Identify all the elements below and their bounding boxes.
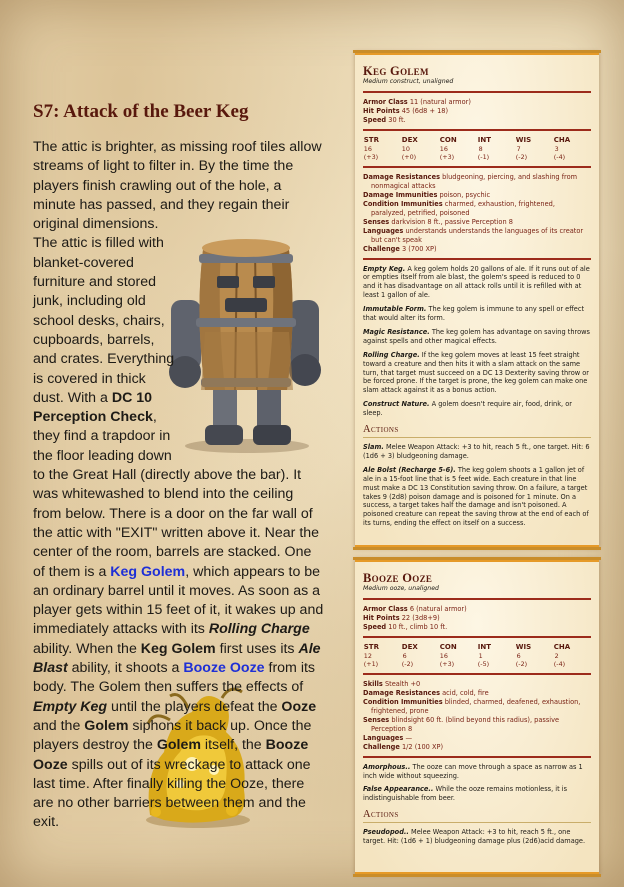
trait-rolling-charge: Rolling Charge. If the keg golem moves at least 15 feet straight toward a creature and then hits it with a slam attack on the same turn, that target must succeed on a DC 13 Dexterity saving throw or be forced prone. If the target is prone, the keg golem can make one slam attack against it as a bonus action.: [363, 350, 590, 395]
text-segment: ability, it shoots a: [67, 660, 184, 677]
statblock-name: Keg Golem: [363, 64, 429, 78]
action-ale-blast: Ale Bolst (Recharge 5-6). The keg golem shoots a 1 gallon jet of ale in a 15-foot line that is 5 feet wide. Each creature in that line must make a DC 13 Constitution saving throw. On a failure, a target takes 9 (2d8) poison damage and is poisoned for 1 minute. On a success, a target takes half the damage and isn't poisoned. A poisoned creature can repeat the saving throw at the end of each of its turns, ending the effect on itself on a success.: [363, 465, 589, 528]
hit-points: Hit Points 22 (3d8+9): [363, 613, 440, 622]
booze-ooze-statblock: [355, 559, 599, 875]
text-segment: ability. When the: [33, 640, 141, 657]
divider: [363, 598, 591, 600]
ability-wis: WIS 7 (-2): [515, 135, 532, 162]
ability-str: STR 16 (+3): [363, 135, 379, 162]
actions-heading: Actions: [363, 424, 399, 436]
statblock-name: Booze Ooze: [363, 571, 433, 585]
divider: [363, 673, 591, 675]
attic-description: [33, 138, 325, 833]
ability-scores: [363, 136, 591, 163]
trait-false-appearance: False Appearance.. While the ooze remains motionless, it is indistinguishable from beer.: [363, 785, 568, 803]
text-segment: first uses its: [215, 640, 299, 657]
ability-dex: DEX 10 (+0): [401, 135, 418, 162]
skills: Skills Stealth +0: [363, 680, 421, 689]
perception-check: DC 10 Perception Check: [33, 389, 153, 426]
text-segment: itself, the: [200, 737, 266, 754]
divider: [363, 129, 591, 131]
trait-immutable-form: Immutable Form. The keg golem is immune to any spell or effect that would alter its form.: [363, 305, 585, 323]
damage-resistances: Damage Resistances acid, cold, fire: [363, 689, 489, 698]
text-segment: siphons it back up. Once the players destroy the: [33, 717, 312, 754]
text-segment: , they find a trapdoor in the floor leading down to the Great Hall (directly above the bar). It was whitewashed to blend into the ceiling from below. There is a door on the far wall of the attic with "EXIT" written above it. Near the center of the room, barrels are stacked. One of them is a: [33, 409, 320, 580]
languages: Languages understands understands the languages of its creator but can't speak: [363, 226, 584, 244]
languages: Languages —: [363, 733, 413, 742]
ability-con: CON 16 (+3): [439, 135, 457, 162]
ability-dex: DEX 6 (-2): [401, 642, 418, 669]
booze-ooze-link[interactable]: Booze Ooze: [183, 660, 265, 677]
trait-empty-keg: Empty Keg. A keg golem holds 20 gallons of ale. If it runs out of ale or empties itself from ale blast, the golem's speed is reduced to 0 and it has disadvantage on all attack rolls until it is refilled with at least 1 gallon of ale.: [363, 264, 590, 300]
section-title: S7: Attack of the Beer Keg: [33, 101, 249, 122]
condition-immunities: Condition Immunities blinded, charmed, deafened, exhaustion, frightened, prone: [363, 698, 581, 716]
golem-ref: Golem: [84, 717, 129, 734]
divider: [363, 258, 591, 260]
challenge: Challenge 1/2 (100 XP): [363, 742, 444, 751]
trait-magic-resistance: Magic Resistance. The keg golem has advantage on saving throws against spells and other magical effects.: [363, 327, 590, 345]
ability-wis: WIS 6 (-2): [515, 642, 532, 669]
senses: Senses darkvision 8 ft., passive Perception 8: [363, 217, 513, 226]
divider: [363, 91, 591, 93]
text-segment: and the: [33, 717, 85, 734]
keg-golem-link[interactable]: Keg Golem: [110, 563, 186, 580]
damage-immunities: Damage Immunities poison, psychic: [363, 191, 491, 200]
ale-blast-ref: Ale Blast: [33, 640, 321, 677]
ability-int: INT 8 (-1): [477, 135, 492, 162]
ability-cha: CHA 2 (-4): [553, 642, 571, 669]
actions-heading: Actions: [363, 809, 399, 821]
divider: [363, 822, 591, 823]
text-segment: from its body. The Golem then suffers the effects of: [33, 660, 316, 696]
statblock-type: Medium construct, unaligned: [363, 78, 454, 85]
speed: Speed 10 ft., climb 10 ft.: [363, 622, 448, 631]
ability-scores: [363, 643, 591, 670]
divider: [363, 756, 591, 758]
trait-construct-nature: Construct Nature. A golem doesn't require air, food, drink, or sleep.: [363, 400, 572, 418]
text-segment: The attic is filled with blanket-covered furniture and stored junk, including old school desks, chairs, cupboards, barrels, and crates. Everything is covered in thick dust. With a: [33, 235, 175, 406]
speed: Speed 30 ft.: [363, 115, 406, 124]
keg-golem-ref: Keg Golem: [140, 640, 216, 657]
text-segment: spills out of its wreckage to attack one last time. After finally killing the Ooze, there are no other barriers between them and the exit.: [33, 756, 311, 831]
paragraph-attic-contents: [33, 234, 325, 832]
ability-str: STR 12 (+1): [363, 642, 379, 669]
statblock-type: Medium ooze, unaligned: [363, 585, 439, 592]
divider: [363, 437, 591, 438]
hit-points: Hit Points 45 (6d8 + 18): [363, 106, 449, 115]
ability-int: INT 1 (-5): [477, 642, 492, 669]
divider: [363, 166, 591, 168]
keg-golem-statblock: [355, 52, 599, 548]
trait-amorphous: Amorphous.. The ooze can move through a space as narrow as 1 inch wide without squeezing.: [363, 762, 583, 780]
condition-immunities: Condition Immunities charmed, exhaustion, frightened, paralyzed, petrified, poisoned: [363, 200, 555, 217]
ability-cha: CHA 3 (-4): [553, 135, 571, 162]
text-segment: until the players defeat the: [107, 698, 282, 715]
armor-class: Armor Class 11 (natural armor): [363, 97, 471, 106]
challenge: Challenge 3 (700 XP): [363, 244, 437, 253]
rolling-charge-ref: Rolling Charge: [208, 621, 310, 638]
booze-ooze-ref: Booze Ooze: [33, 737, 309, 773]
golem-image-wrap: [175, 234, 325, 462]
golem-ref-2: Golem: [156, 737, 201, 754]
text-segment: , which appears to be an ordinary barrel until it moves. As soon as a player gets within 15 feet of it, it wakes up and immediately attacks with its: [33, 563, 324, 638]
ooze-ref: Ooze: [281, 698, 317, 715]
ability-con: CON 16 (+3): [439, 642, 457, 669]
damage-resistances: Damage Resistances bludgeoning, piercing, and slashing from nonmagical attacks: [363, 173, 578, 191]
armor-class: Armor Class 6 (natural armor): [363, 604, 467, 613]
action-slam: Slam. Melee Weapon Attack: +3 to hit, reach 5 ft., one target. Hit: 6 (1d6 + 3) bludgeoning damage.: [363, 443, 590, 460]
empty-keg-ref: Empty Keg: [33, 698, 108, 715]
paragraph-attic-light: The attic is brighter, as missing roof tiles allow streams of light to filter in. By the time the players finish crawling out of the hole, a minute has passed, and they regain their original dimensions.: [33, 139, 322, 233]
divider: [363, 636, 591, 638]
senses: Senses blindsight 60 ft. (blind beyond this radius), passive Perception 8: [363, 715, 560, 733]
action-pseudopod: Pseudopod.. Melee Weapon Attack: +3 to hit, reach 5 ft., one target. Hit: (1d6 + 1) bludgeoning damage plus (2d6)acid damage.: [363, 828, 586, 846]
